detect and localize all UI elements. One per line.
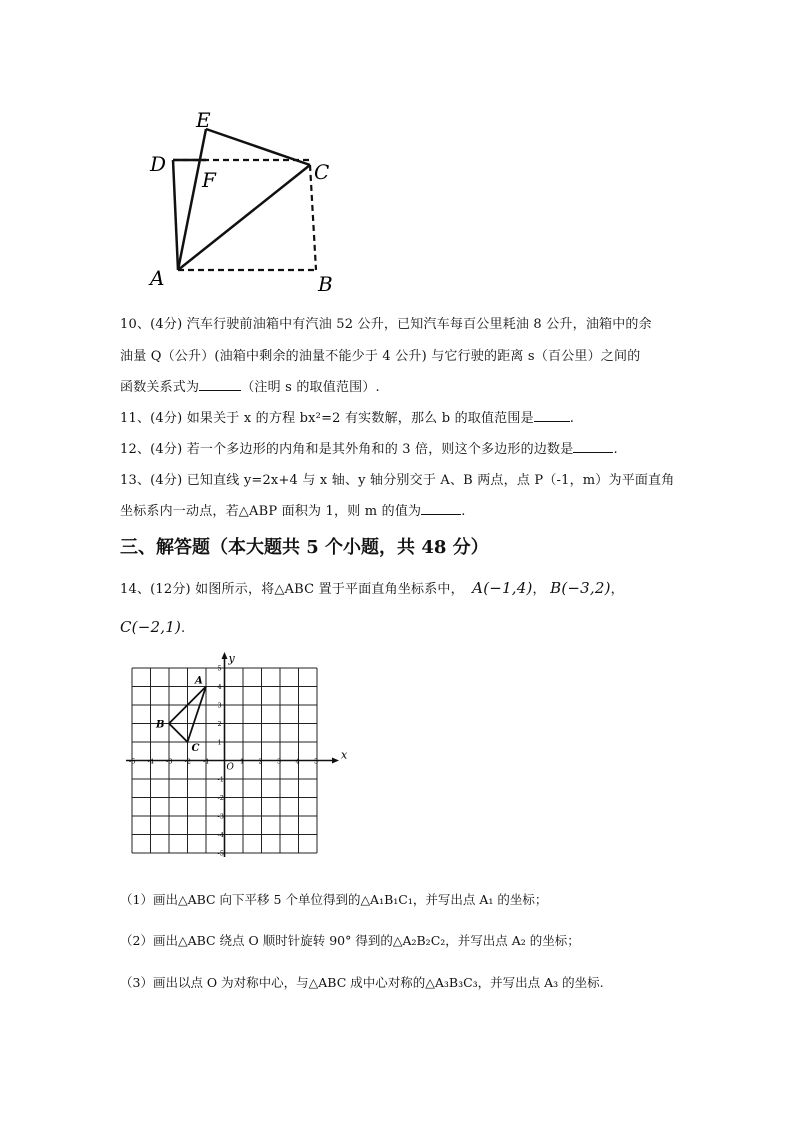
x-tick-label: 5	[314, 757, 319, 766]
x-axis-arrow	[332, 758, 339, 764]
x-tick-label: 1	[240, 757, 245, 766]
coordinate-grid	[120, 650, 360, 872]
label-b: B	[318, 272, 333, 295]
y-tick-label: -2	[217, 794, 224, 802]
y-tick-label: 1	[217, 738, 222, 747]
y-tick-label: -1	[217, 775, 224, 784]
label-d: D	[150, 152, 167, 176]
q11-suffix: .	[569, 411, 575, 426]
label-f: F	[202, 168, 216, 192]
y-axis-arrow	[222, 652, 228, 659]
q14-sub1: （1）画出△ABC 向下平移 5 个单位得到的△A₁B₁C₁，并写出点 A₁ 的坐标；	[120, 892, 548, 907]
q11-prefix: 11、(4分) 如果关于 x 的方程 bx²=2 有实数解，那么 b 的取值范围是	[120, 411, 534, 426]
y-tick-label: -5	[217, 849, 224, 858]
origin-label: O	[226, 762, 234, 773]
y-tick-label: -4	[217, 831, 224, 839]
q13-line2	[120, 500, 466, 519]
x-tick-label: 4	[295, 757, 300, 766]
q10-line2: 油量 Q（公升）(油箱中剩余的油量不能少于 4 公升) 与它行驶的距离 s（百公里）之间的	[120, 349, 641, 364]
y-tick-label: 3	[217, 701, 222, 710]
section3-heading: 三、解答题（本大题共 5 个小题，共 48 分）	[120, 537, 489, 558]
label-e: E	[196, 108, 211, 132]
q13-line2-suffix: .	[461, 504, 466, 519]
top-figure	[140, 105, 350, 295]
q11-answer-blank[interactable]	[534, 409, 570, 422]
q14-line1: 14、(12分) 如图所示，将△ABC 置于平面直角坐标系中， A(−1,4)， B(−3,2)，	[120, 579, 624, 597]
label-c: C	[314, 160, 330, 184]
q10-answer-blank[interactable]	[199, 378, 241, 391]
x-tick-label: 3	[277, 757, 282, 766]
q14-coord-c: C(−2,1)	[120, 618, 182, 636]
segment-ac	[178, 165, 310, 270]
q14-sub2: （2）画出△ABC 绕点 O 顺时针旋转 90° 得到的△A₂B₂C₂，并写出点 A₂ 的坐标；	[120, 933, 580, 948]
label-a: A	[150, 266, 165, 290]
q11-text	[120, 407, 574, 426]
q13-line1: 13、(4分) 已知直线 y=2x+4 与 x 轴、y 轴分别交于 A、B 两点，点 P（-1，m）为平面直角	[120, 473, 675, 488]
q10-line1: 10、(4分) 汽车行驶前油箱中有汽油 52 公升，已知汽车每百公里耗油 8 公升，油箱中的余	[120, 317, 652, 332]
q14-intro: 14、(12分) 如图所示，将△ABC 置于平面直角坐标系中，	[120, 582, 464, 597]
q10-line3-prefix: 函数关系式为	[120, 380, 200, 395]
point-label-b: B	[156, 719, 165, 731]
axis-x-label: x	[341, 748, 348, 762]
y-tick-label: 4	[217, 683, 222, 691]
q14-coord-b: B(−3,2)	[550, 579, 611, 597]
x-tick-label: 2	[258, 757, 263, 766]
q14-coord-a: A(−1,4)	[472, 579, 533, 597]
segment-da	[173, 160, 178, 270]
y-tick-label: 5	[217, 664, 222, 673]
x-tick-label: -1	[203, 757, 210, 766]
q12-answer-blank[interactable]	[573, 440, 613, 453]
x-tick-label: -3	[166, 757, 173, 766]
q13-line2-prefix: 坐标系内一动点，若△ABP 面积为 1，则 m 的值为	[120, 504, 422, 519]
y-tick-label: -3	[217, 812, 224, 821]
x-tick-label: -4	[147, 757, 154, 766]
x-tick-label: -2	[184, 757, 191, 766]
q13-answer-blank[interactable]	[421, 502, 461, 515]
q14-sub3: （3）画出以点 O 为对称中心，与△ABC 成中心对称的△A₃B₃C₃，并写出点 A₃ 的坐标.	[120, 975, 604, 990]
q12-text	[120, 438, 618, 457]
q12-suffix: .	[613, 442, 618, 457]
grid-axes	[126, 652, 339, 857]
x-tick-label: -5	[129, 757, 136, 766]
y-tick-label: 2	[217, 720, 222, 728]
point-label-c: C	[191, 743, 200, 754]
q12-prefix: 12、(4分) 若一个多边形的内角和是其外角和的 3 倍，则这个多边形的边数是	[120, 442, 574, 457]
axis-y-label: y	[228, 652, 235, 665]
q10-line3	[120, 376, 380, 395]
point-label-a: A	[195, 675, 203, 687]
q10-line3-suffix: （注明 s 的取值范围）.	[241, 380, 380, 395]
q14-line2: C(−2,1).	[120, 618, 186, 636]
segment-ea	[178, 129, 206, 270]
